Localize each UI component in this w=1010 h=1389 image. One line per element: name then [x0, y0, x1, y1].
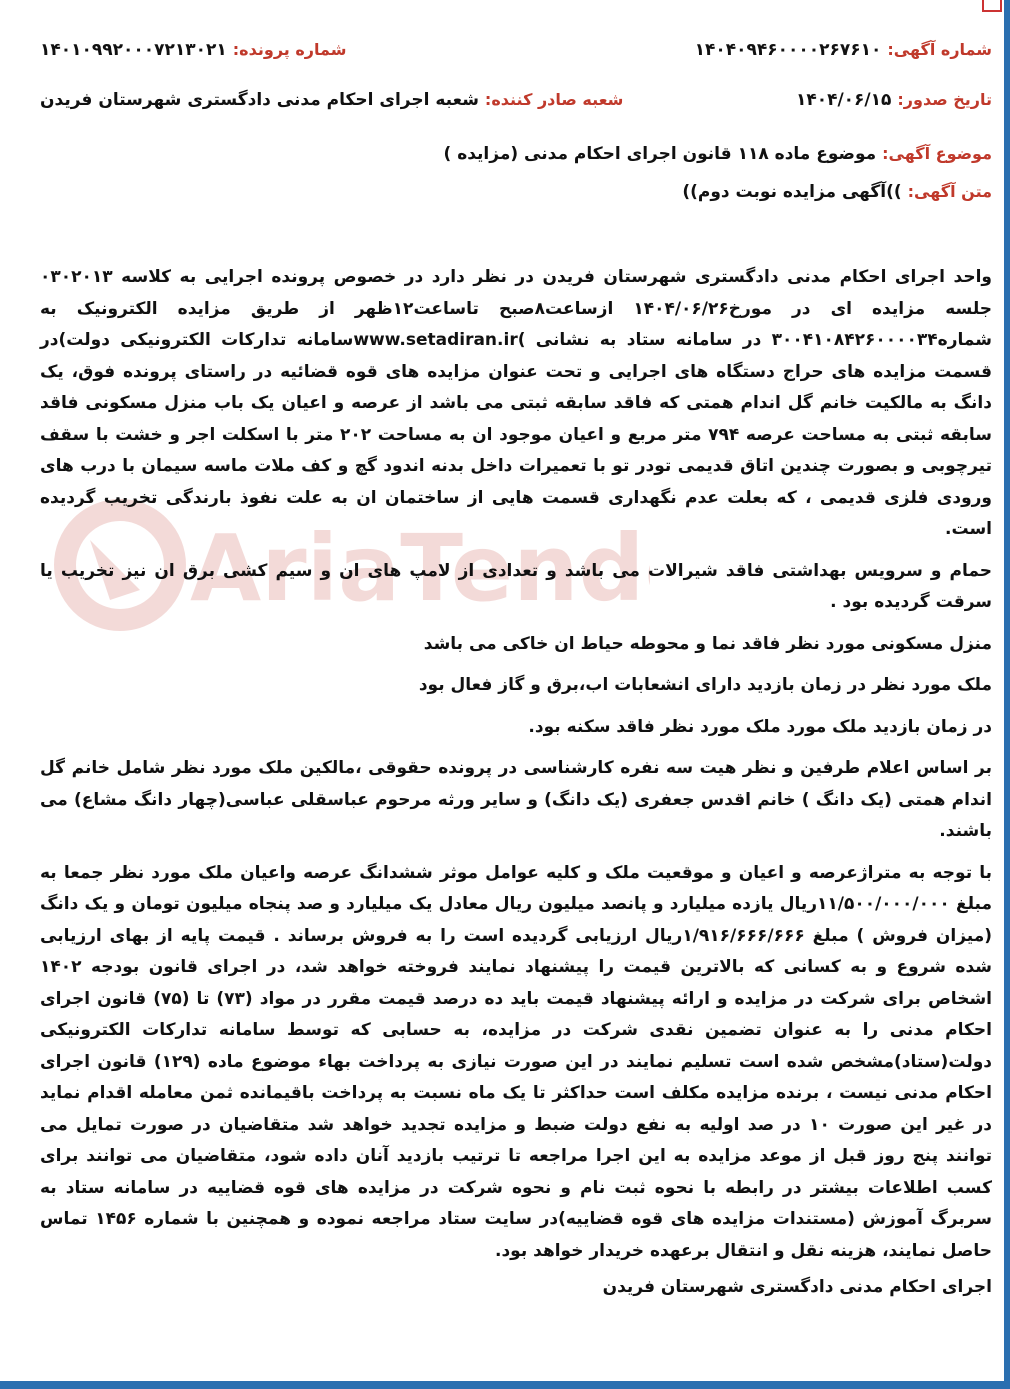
close-icon[interactable]: [982, 0, 1002, 12]
notice-content: [40, 40, 992, 1297]
issue-date-value: ۱۴۰۴/۰۶/۱۵: [795, 90, 892, 110]
paragraph: بر اساس اعلام طرفین و نظر هیت سه نفره کارشناسی در پرونده حقوقی ،مالکین ملک مورد نظر شامل خانم گل اندام همتی (یک دانگ ) خانم اقدس جعفری (یک دانگ) و سایر ورثه مرحوم عباسقلی عباسی(چهار دانگ مشاع) می باشند.: [40, 758, 992, 841]
text-title: ))آگهی مزایده نوبت دوم)): [682, 182, 902, 202]
issuer: [40, 90, 623, 110]
file-number-label: شماره پرونده:: [232, 40, 347, 59]
issuer-value: شعبه اجرای احکام مدنی دادگستری شهرستان فریدن: [40, 90, 479, 110]
ad-number: [695, 40, 992, 60]
paragraph: منزل مسکونی مورد نظر فاقد نما و محوطه حیاط ان خاکی می باشد: [423, 633, 992, 654]
watermark-text: AriaTend: [190, 515, 645, 622]
paragraph: با توجه به متراژعرصه و اعیان و موقعیت ملک و کلیه عوامل موثر ششدانگ عرصه واعیان ملک مورد نظر جمعا به مبلغ ۱۱/۵۰۰/۰۰۰/۰۰۰ریال یازده میلیارد و پانصد میلیون ریال معادل یک میلیارد و صد پنجاه میلیون تومان و یک دانگ (میزان فروش ) مبلغ ۱/۹۱۶/۶۶۶/۶۶۶ریال ارزیابی گردیده است را به فروش برساند . قیمت پایه از بهای ارزیابی شده شروع و به کسانی که بالاترین قیمت را پیشنهاد نمایند فروخته خواهد شد، در اجرای قانون بودجه ۱۴۰۲ اشخاص برای شرکت در مزایده و ارائه پیشنهاد قیمت باید ده درصد قیمت مقرر در مواد (۷۳) تا (۷۵) قانون اجرای احکام مدنی را به عنوان تضمین نقدی شرکت در مزایده، به حسابی که توسط سامانه تدارکات الکترونیکی دولت(ستاد)مشخص شده است تسلیم نمایند در این صورت نیازی به پرداخت بهاء موضوع ماده (۱۲۹) قانون اجرای احکام مدنی نیست ، برنده مزایده مکلف است حداکثر تا یک ماه نسبت به پرداخت باقیمانده ثمن معامله اقدام نماید در غیر این صورت ۱۰ در صد اولیه به نفع دولت ضبط و مزایده تجدید خواهد شد متقاضیان در صورت تمایل می توانند پنج روز قبل از موعد مزایده به این اجرا مراجعه تا ترتیب بازدید آنان داده شود، متقاضیان می توانند برای کسب اطلاعات بیشتر در رابطه با نحوه ثبت نام و نحوه شرکت در مزایده های قوه قضاییه در سامانه ستاد به سربرگ آموزش (مستندات مزایده های قوه قضاییه)در سایت ستاد مراجعه نموده و همچنین با شماره ۱۴۵۶ تماس حاصل نمایند، هزینه نقل و انتقال برعهده خریدار خواهد بود.: [40, 862, 993, 1261]
subject-row: [40, 144, 992, 174]
header-row-2: [40, 90, 992, 126]
issue-date-label: تاریخ صدور:: [897, 90, 992, 109]
text-label: متن آگهی:: [907, 182, 992, 201]
issue-date: [796, 90, 992, 110]
header-row-1: [40, 40, 992, 76]
ad-number-value: ۱۴۰۴۰۹۴۶۰۰۰۰۲۶۷۶۱۰: [694, 40, 882, 60]
paragraph: واحد اجرای احکام مدنی دادگستری شهرستان فریدن در نظر دارد در خصوص پرونده اجرایی به کلاسه ۰۳۰۲۰۱۳ جلسه مزایده ای در مورخ۱۴۰۴/۰۶/۲۶ ازساعت۸صبح تاساعت۱۲ظهر از طریق مزایده الکترونیک به شماره۳۰۰۴۱۰۸۴۲۶۰۰۰۰۳۴ در سامانه ستاد به نشانی )www.setadiran.irسامانه تدارکات الکترونیکی دولت)در قسمت مزایده های حراج دستگاه های اجرایی و تحت عنوان مزایده های قوه قضائیه در راستای پرونده فوق، یک دانگ به مالکیت خانم گل اندام همتی که فاقد سابقه ثبتی می باشد از عرصه و اعیان یک باب منزل مسکونی فاقد سابقه ثبتی به مساحت عرصه ۷۹۴ متر مربع و اعیان موجود ان به مساحت ۲۰۲ متر با اسکلت اجر و خشت با سقف تیرچوبی و بصورت چندین اتاق قدیمی تودر تو با تعمیرات داخل بدنه اندود گچ و کف ملات ماسه سیمان با درب های ورودی فلزی قدیمی ، که بعلت عدم نگهداری قسمت هایی از ساختمان ان به علت نفوذ بارندگی تخریب گردیده است.: [40, 267, 993, 539]
subject-value: موضوع ماده ۱۱۸ قانون اجرای احکام مدنی (مزایده ): [443, 144, 877, 164]
ad-number-label: شماره آگهی:: [887, 40, 992, 59]
subject-label: موضوع آگهی:: [882, 144, 992, 163]
notice-body: [40, 262, 992, 1297]
file-number-value: ۱۴۰۱۰۹۹۲۰۰۰۷۲۱۳۰۲۱: [40, 40, 227, 60]
paragraph: حمام و سرویس بهداشتی فاقد شیرالات می باشد و تعدادی از لامپ های ان و سیم کشی برق ان نیز تخریب یا سرقت گردیده بود .: [40, 560, 992, 612]
paragraph: ملک مورد نظر در زمان بازدید دارای انشعابات اب،برق و گاز فعال بود: [418, 675, 992, 695]
file-number: [40, 40, 346, 60]
signature: اجرای احکام مدنی دادگستری شهرستان فریدن: [602, 1277, 992, 1297]
paragraph: در زمان بازدید ملک مورد ملک مورد نظر فاقد سکنه بود.: [528, 716, 992, 737]
issuer-label: شعبه صادر کننده:: [484, 90, 624, 109]
text-title-row: [40, 182, 992, 212]
